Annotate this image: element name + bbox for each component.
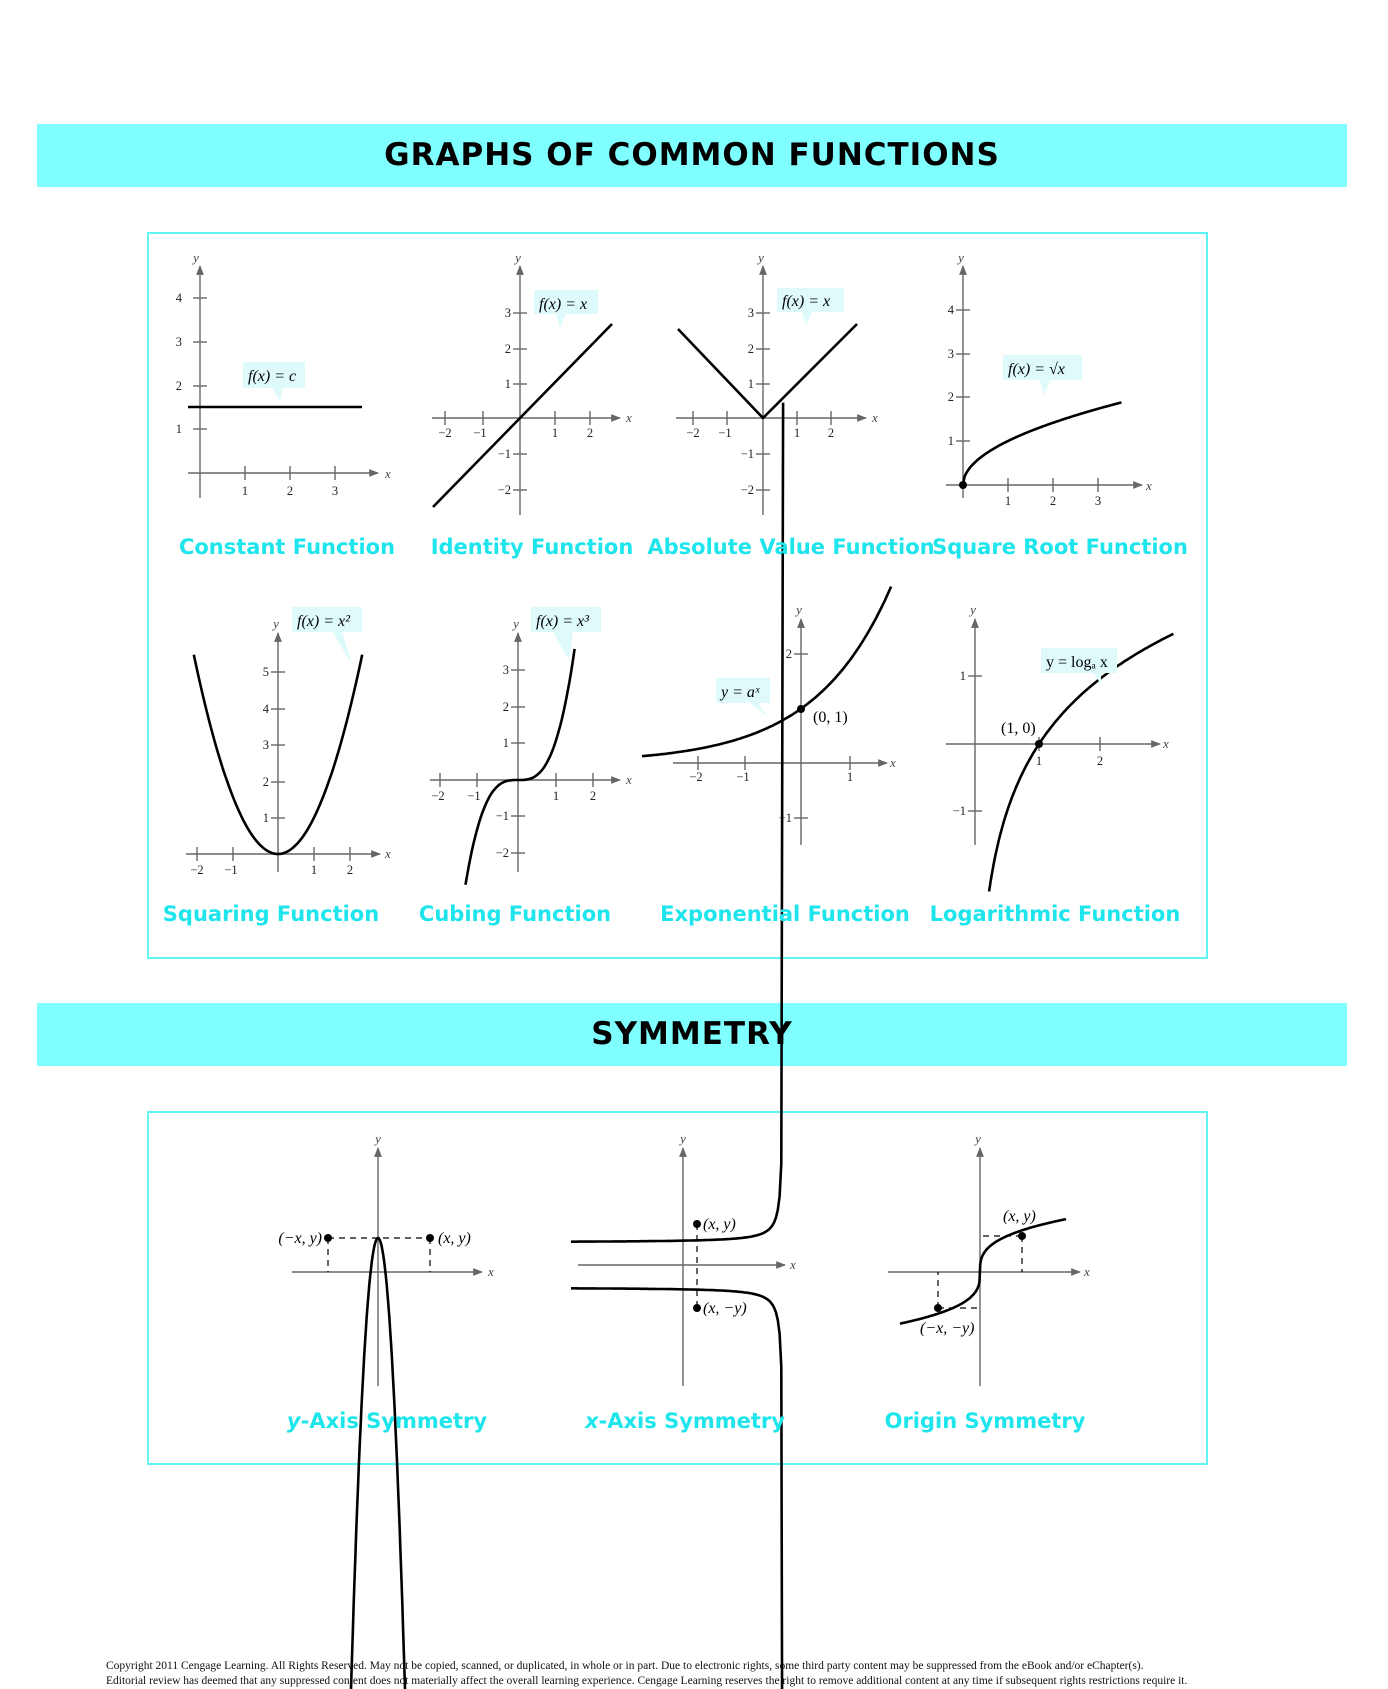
tick-label: 1 — [552, 789, 560, 803]
tick-label: −1 — [473, 426, 487, 440]
caption-y-axis-symmetry — [242, 1409, 532, 1433]
tick-label: 3 — [747, 306, 754, 320]
absolute-curve — [678, 324, 857, 418]
caption-italic-part: x — [585, 1409, 599, 1433]
graph-cubing — [430, 607, 632, 885]
y-axis-label: y — [758, 250, 764, 265]
tick-label: 1 — [1004, 494, 1012, 508]
y-axis-label: y — [958, 250, 964, 265]
tick-label: 2 — [586, 426, 594, 440]
x-axis-label: x — [385, 466, 391, 481]
x-axis-label: x — [872, 410, 878, 425]
y-axis-label: y — [680, 1131, 686, 1146]
x-axis-label: x — [1163, 736, 1169, 751]
tick-label: 3 — [175, 335, 182, 349]
graph-absolute — [676, 250, 878, 515]
point-x-neg-y — [693, 1304, 701, 1312]
copyright-line-1: Copyright 2011 Cengage Learning. All Rights Reserved. May not be copied, scanned, or duplicated, in whole or in part. Due to electronic rights, some third party content may be suppressed from the eBook and/or eChapter(s). — [106, 1660, 1144, 1672]
point-x-y — [1018, 1232, 1026, 1240]
tick-label: 2 — [1049, 494, 1057, 508]
graph-identity — [432, 250, 632, 515]
point-neg-x-neg-y — [934, 1304, 942, 1312]
copyright-line-2: Editorial review has deemed that any suppressed content does not materially affect the overall learning experience. Cengage Learning reserves the right to remove additional content at any time if subsequent rights restrictions require it. — [106, 1675, 1188, 1687]
y-axis-label: y — [796, 602, 802, 617]
tick-label: 4 — [947, 303, 954, 317]
tick-label: 3 — [262, 738, 269, 752]
equation-label: f(x) = x — [539, 296, 588, 313]
tick-label: 1 — [262, 811, 269, 825]
graph-origin-symmetry — [888, 1131, 1090, 1386]
x-axis-label: x — [385, 846, 391, 861]
tick-label: 2 — [286, 484, 294, 498]
equation-label: f(x) = x — [782, 293, 831, 310]
copyright-notice — [106, 1659, 1346, 1689]
x-axis-label: x — [626, 772, 632, 787]
x-axis-label: x — [1084, 1264, 1090, 1279]
point-1-0 — [1035, 740, 1043, 748]
caption-squaring: Squaring Function — [162, 902, 380, 926]
tick-label: 3 — [1094, 494, 1102, 508]
x-symmetry-upper-curve — [571, 403, 783, 1242]
tick-label: 3 — [504, 306, 511, 320]
point-neg-x-y — [324, 1234, 332, 1242]
y-axis-label: y — [193, 250, 199, 265]
y-axis-label: y — [513, 616, 519, 631]
caption-exponential: Exponential Function — [660, 902, 910, 926]
point-label: (0, 1) — [813, 709, 848, 726]
tick-label: −2 — [495, 846, 509, 860]
equation-label: f(x) = x³ — [536, 613, 589, 630]
x-axis-label: x — [626, 410, 632, 425]
equation-label: f(x) = x² — [297, 613, 350, 630]
tick-label: −1 — [736, 770, 750, 784]
tick-label: −2 — [438, 426, 452, 440]
tick-label: 1 — [747, 377, 754, 391]
tick-label: 1 — [175, 422, 182, 436]
equation-label: f(x) = √x — [1008, 361, 1065, 378]
caption-origin-symmetry: Origin Symmetry — [884, 1409, 1086, 1433]
equation-label: y = logₐ x — [1046, 654, 1108, 671]
tick-label: 2 — [827, 426, 835, 440]
tick-label: 5 — [262, 665, 269, 679]
tick-label: −2 — [686, 426, 700, 440]
graph-x-axis-symmetry — [571, 403, 796, 1689]
caption-cubing: Cubing Function — [418, 902, 612, 926]
caption-logarithmic: Logarithmic Function — [929, 902, 1181, 926]
tick-label: 1 — [551, 426, 559, 440]
tick-label: 2 — [502, 700, 509, 714]
tick-label: 1 — [793, 426, 801, 440]
y-axis-label: y — [273, 616, 279, 631]
point-label: (x, y) — [703, 1216, 736, 1233]
tick-label: −1 — [497, 447, 511, 461]
identity-curve — [433, 324, 612, 507]
x-axis-label: x — [488, 1264, 494, 1279]
graph-exponential — [642, 587, 896, 845]
equation-label: f(x) = c — [248, 368, 297, 385]
tick-label: −1 — [224, 863, 238, 877]
tick-label: −1 — [778, 811, 792, 825]
tick-label: 2 — [262, 775, 269, 789]
y-axis-label: y — [975, 1131, 981, 1146]
caption-x-axis-symmetry — [540, 1409, 830, 1433]
caption-absolute: Absolute Value Function — [647, 535, 935, 559]
y-axis-label: y — [375, 1131, 381, 1146]
x-symmetry-lower-curve — [571, 1288, 783, 1689]
tick-label: 3 — [502, 663, 509, 677]
tick-label: −2 — [431, 789, 445, 803]
tick-label: 1 — [1035, 754, 1043, 768]
tick-label: −2 — [497, 483, 511, 497]
caption-identity: Identity Function — [430, 535, 634, 559]
point-label: (x, y) — [438, 1230, 471, 1247]
tick-label: 1 — [502, 736, 509, 750]
point-0-1 — [797, 705, 805, 713]
tick-label: 2 — [747, 342, 754, 356]
point-x-y — [693, 1220, 701, 1228]
symmetry-section-title: SYMMETRY — [591, 1016, 793, 1052]
tick-label: 4 — [175, 291, 182, 305]
y-axis-label: y — [970, 602, 976, 617]
point-label: (x, −y) — [703, 1300, 747, 1317]
tick-label: 1 — [947, 434, 954, 448]
caption-constant: Constant Function — [178, 535, 396, 559]
point-label: (−x, −y) — [920, 1320, 975, 1337]
exponential-curve — [642, 587, 891, 757]
sqrt-curve — [963, 402, 1121, 485]
tick-label: −2 — [740, 483, 754, 497]
dashed-guides — [328, 1238, 430, 1272]
tick-label: −1 — [467, 789, 481, 803]
caption-italic-part: y — [286, 1409, 301, 1433]
tick-label: 3 — [947, 347, 954, 361]
graph-squaring — [186, 607, 391, 877]
graphs-section-title: GRAPHS OF COMMON FUNCTIONS — [384, 137, 1000, 173]
caption-sqrt: Square Root Function — [932, 535, 1188, 559]
tick-label: 1 — [310, 863, 318, 877]
tick-label: −1 — [495, 809, 509, 823]
tick-label: 2 — [589, 789, 597, 803]
tick-label: −1 — [952, 804, 966, 818]
graph-constant — [176, 250, 391, 498]
point-label: (−x, y) — [278, 1230, 322, 1247]
tick-label: 2 — [785, 647, 792, 661]
tick-label: 1 — [241, 484, 249, 498]
x-axis-label: x — [790, 1257, 796, 1272]
tick-label: −2 — [689, 770, 703, 784]
x-axis-label: x — [890, 755, 896, 770]
caption-text-part: -Axis Symmetry — [300, 1409, 488, 1433]
tick-label: −1 — [740, 447, 754, 461]
graph-sqrt — [946, 250, 1152, 508]
tick-label: 3 — [331, 484, 339, 498]
point-x-y — [426, 1234, 434, 1242]
cubing-curve — [466, 649, 575, 885]
equation-label: y = aˣ — [721, 684, 760, 701]
point-label: (1, 0) — [1001, 720, 1036, 737]
tick-label: 2 — [947, 390, 954, 404]
tick-label: 2 — [1096, 754, 1104, 768]
x-axis-label: x — [1146, 478, 1152, 493]
tick-label: 1 — [846, 770, 854, 784]
tick-label: 2 — [346, 863, 354, 877]
tick-label: −2 — [190, 863, 204, 877]
tick-label: 1 — [504, 377, 511, 391]
y-axis-label: y — [515, 250, 521, 265]
point-label: (x, y) — [1003, 1208, 1036, 1225]
origin-point — [959, 481, 967, 489]
tick-label: 1 — [959, 669, 966, 683]
tick-label: 2 — [175, 379, 182, 393]
tick-label: −1 — [718, 426, 732, 440]
caption-text-part: -Axis Symmetry — [598, 1409, 785, 1433]
tick-label: 4 — [262, 702, 269, 716]
tick-label: 2 — [504, 342, 511, 356]
graph-logarithmic — [946, 602, 1173, 891]
